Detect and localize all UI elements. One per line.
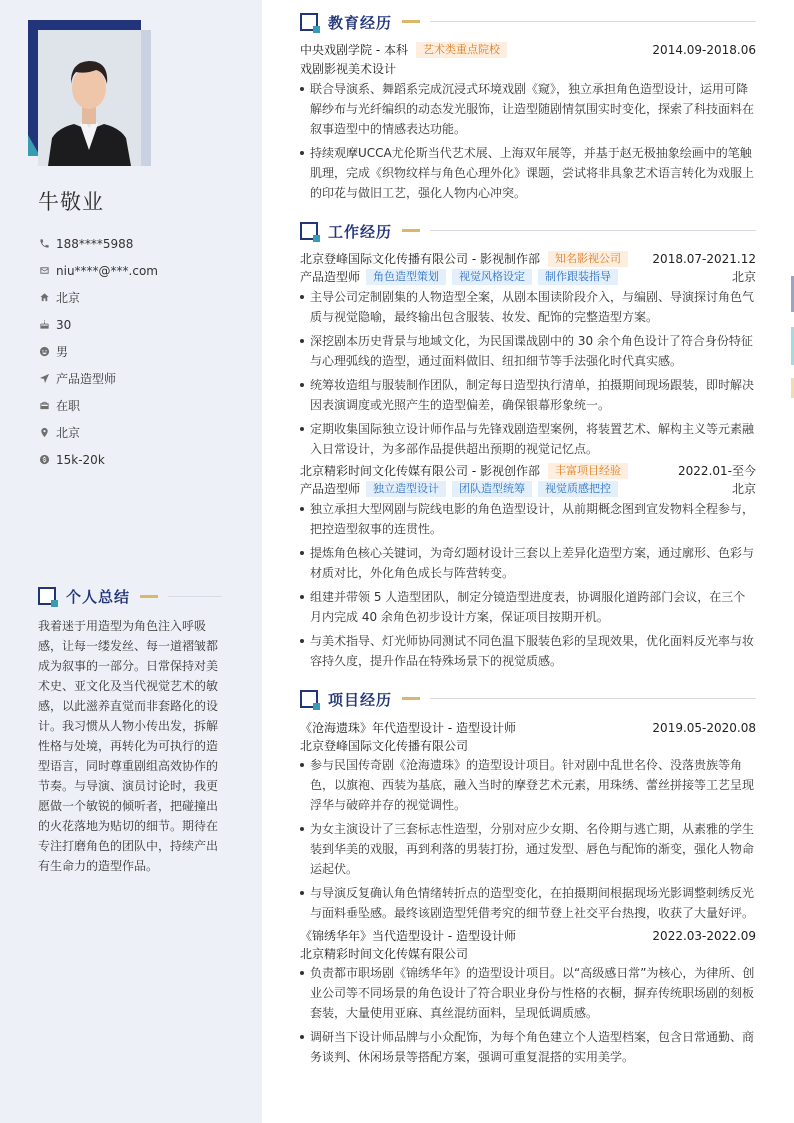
home-icon [38,292,50,304]
company-name: 北京精彩时间文化传媒有限公司 - 影视创作部 [300,464,540,478]
job-date: 2018.07-2021.12 [652,252,756,266]
section-divider [430,698,756,699]
info-status [38,392,158,419]
list-item: 联合导演系、舞蹈系完成沉浸式环境戏剧《窥》，独立承担角色造型设计，运用可降解纱布与光纤编织的动态发光服饰，让造型随剧情氛围实时变化，探索了科技面料在叙事造型中的情感表达功能。 [300,79,756,139]
salary-icon [38,454,50,466]
projects-section-header [300,677,756,709]
project-date: 2019.05-2020.08 [652,721,756,735]
gender-icon [38,346,50,358]
job-city: 北京 [731,270,756,284]
list-item: 与导演反复确认角色情绪转折点的造型变化，在拍摄期间根据现场光影调整刺绣反光与面料垂坠感。最终该剧造型凭借考究的细节登上社交平台热搜，收获了大量好评。 [300,883,756,923]
projects-title: 项目经历 [328,691,393,709]
section-accent-bar [402,20,420,23]
skill-tag: 视觉风格设定 [452,269,532,285]
section-divider [430,21,756,22]
info-text: 男 [56,345,69,359]
avatar [38,30,141,166]
info-text: 188****5988 [56,236,134,251]
list-item: 调研当下设计师品牌与小众配饰，为每个角色建立个人造型档案，包含日常通勤、商务谈判、休闲场景等搭配方案，强调可重复混搭的实用美学。 [300,1027,756,1067]
info-hometown [38,284,158,311]
section-marker-accent [51,600,58,607]
project-bullets [300,963,756,1071]
section-marker-accent [313,26,320,33]
location-icon [38,427,50,439]
list-item: 参与民国传奇剧《沧海遗珠》的造型设计项目。针对剧中乱世名伶、没落贵族等角色，以旗袍、西装为基底，融入当时的摩登艺术元素，用珠绣、蕾丝拼接等工艺呈现浮华与破碎并存的视觉调性。 [300,755,756,815]
education-header-row [300,40,756,60]
list-item: 独立承担大型网剧与院线电影的角色造型设计，从前期概念图到宣发物料全程参与，把控造型叙事的连贯性。 [300,499,756,539]
info-phone [38,230,158,257]
section-marker-accent [313,703,320,710]
skill-tag: 角色造型策划 [366,269,446,285]
skill-tag: 团队造型统筹 [452,481,532,497]
education-major-row [300,59,756,79]
section-accent-bar [402,697,420,700]
company-name: 北京登峰国际文化传播有限公司 - 影视制作部 [300,252,540,266]
project-date: 2022.03-2022.09 [652,929,756,943]
education-date: 2014.09-2018.06 [652,43,756,57]
list-item: 提炼角色核心关键词，为奇幻题材设计三套以上差异化造型方案，通过廓形、色彩与材质对比，外化角色成长与阵营转变。 [300,543,756,583]
project-name: 《沧海遗珠》年代造型设计 - 造型设计师 [300,721,516,735]
candidate-name: 牛敬业 [38,190,104,214]
section-divider [430,230,756,231]
company-tag: 知名影视公司 [548,251,628,267]
job-date: 2022.01-至今 [678,464,756,478]
list-item: 与美术指导、灯光师协同测试不同色温下服装色彩的呈现效果，优化面料反光率与妆容持久度，提升作品在特殊场景下的视觉质感。 [300,631,756,671]
contact-info-list [38,230,158,473]
job-city: 北京 [731,482,756,496]
summary-title: 个人总结 [66,588,131,606]
project-company: 北京精彩时间文化传媒有限公司 [300,947,469,961]
info-location [38,419,158,446]
project-header-row [300,926,756,946]
job-role: 产品造型师 [300,482,361,496]
section-divider [168,596,222,597]
job-header-row [300,249,756,269]
education-section-header [300,0,756,32]
info-text: 北京 [56,291,81,305]
education-title: 教育经历 [328,14,393,32]
skill-tag: 独立造型设计 [366,481,446,497]
info-text: 在职 [56,399,81,413]
company-tag: 丰富项目经验 [548,463,628,479]
summary-section-header [38,585,228,607]
job-header-row [300,461,756,481]
info-text: niu****@***.com [56,263,158,278]
list-item: 为女主演设计了三套标志性造型，分别对应少女期、名伶期与逃亡期，从素雅的学生装到华美的戏服，再到利落的男装打扮，通过发型、唇色与配饰的渐变，强化人物命运起伏。 [300,819,756,879]
mail-icon [38,265,50,277]
major: 戏剧影视美术设计 [300,62,397,76]
list-item: 组建并带领 5 人造型团队，制定分镜造型进度表，协调服化道跨部门会议，在三个月内完成 40 余角色初步设计方案，保证项目按期开机。 [300,587,756,627]
job-bullets [300,499,756,675]
project-header-row [300,718,756,738]
profile-photo-frame [28,20,151,166]
info-text: 15k-20k [56,452,105,467]
project-name: 《锦绣华年》当代造型设计 - 造型设计师 [300,929,516,943]
section-accent-bar [140,595,158,598]
skill-tag: 制作跟装指导 [538,269,618,285]
info-age [38,311,158,338]
summary-text: 我着迷于用造型为角色注入呼吸感，让每一缕发丝、每一道褶皱都成为叙事的一部分。日常保持对美术史、亚文化及当代视觉艺术的敏感，以此滋养直觉而非套路化的设计。我习惯从人物小传出发，拆解性格与处境，再转化为可执行的造型语言，同时尊重剧组高效协作的节奏。与导演、演员讨论时，我更愿做一个敏锐的倾听者，把碰撞出的火花落地为贴切的细节。期待在专注打磨角色的团队中，持续产出有生命力的造型作品。 [38,619,219,873]
project-company-row [300,736,756,756]
list-item: 主导公司定制剧集的人物造型全案，从剧本围读阶段介入，与编剧、导演探讨角色气质与视觉隐喻，最终输出包含服装、妆发、配饰的完整造型方案。 [300,287,756,327]
skill-tag: 视觉质感把控 [538,481,618,497]
list-item: 定期收集国际独立设计师作品与先锋戏剧造型案例，将装置艺术、解构主义等元素融入日常设计，为多部作品提供超出预期的视觉记忆点。 [300,419,756,459]
education-bullets [300,79,756,207]
job-bullets [300,287,756,463]
job-role: 产品造型师 [300,270,361,284]
project-company: 北京登峰国际文化传播有限公司 [300,739,469,753]
section-accent-bar [402,229,420,232]
section-marker-accent [313,235,320,242]
info-text: 北京 [56,426,81,440]
info-salary [38,446,158,473]
info-text: 30 [56,317,72,332]
phone-icon [38,238,50,250]
work-title: 工作经历 [328,223,393,241]
info-position [38,365,158,392]
school-name: 中央戏剧学院 - 本科 [300,43,408,57]
briefcase-icon [38,400,50,412]
sidebar [0,0,262,1123]
cake-icon [38,319,50,331]
job-role-row [300,479,756,499]
list-item: 持续观摩UCCA尤伦斯当代艺术展、上海双年展等，并基于赵无极抽象绘画中的笔触肌理，完成《织物纹样与角色心理外化》课题，尝试将非具象艺术语言转化为戏服上的印花与做旧工艺，强化人物内心冲突。 [300,143,756,203]
project-company-row [300,944,756,964]
list-item: 负责都市职场剧《锦绣华年》的造型设计项目。以“高级感日常”为核心，为律所、创业公司等不同场景的角色设计了符合职业身份与性格的衣橱，摒弃传统职场剧的刻板套装，大量使用亚麻、真丝混纺面料，呈现低调质感。 [300,963,756,1023]
info-text: 产品造型师 [56,372,117,386]
info-email [38,257,158,284]
school-tag: 艺术类重点院校 [416,42,507,58]
work-section-header [300,209,756,241]
info-gender [38,338,158,365]
send-icon [38,373,50,385]
list-item: 统筹妆造组与服装制作团队，制定每日造型执行清单，拍摄期间现场跟装，即时解决因表演调度或光照产生的造型偏差，确保银幕形象统一。 [300,375,756,415]
photo-frame-shadow [141,30,151,166]
job-role-row [300,267,756,287]
list-item: 深挖剧本历史背景与地域文化，为民国谍战剧中的 30 余个角色设计了符合身份特征与心理弧线的造型，通过面料做旧、纽扣细节等手法强化时代真实感。 [300,331,756,371]
project-bullets [300,755,756,927]
